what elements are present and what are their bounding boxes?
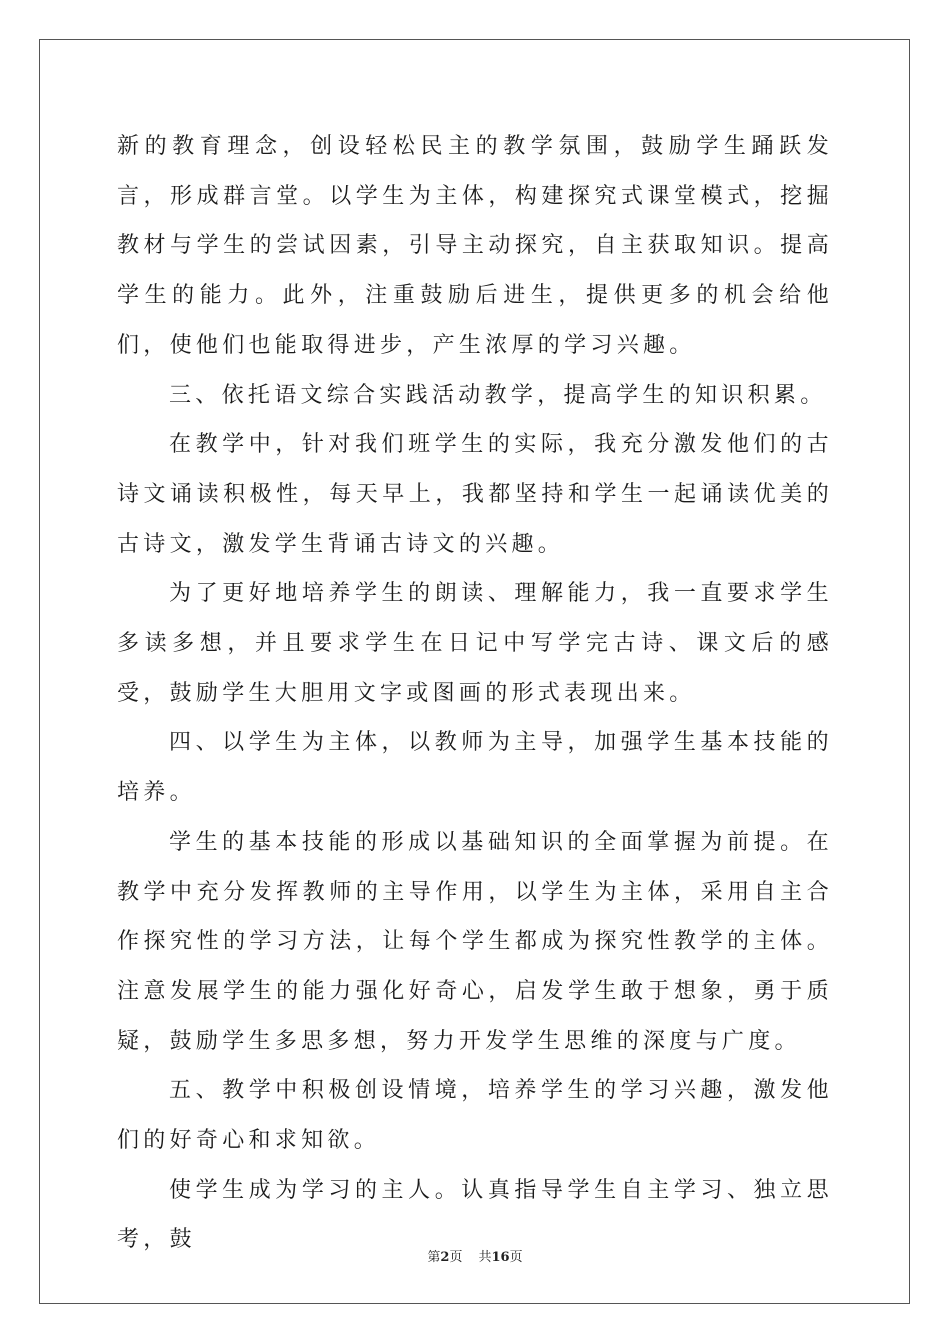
paragraph: 学生的基本技能的形成以基础知识的全面掌握为前提。在教学中充分发挥教师的主导作用，以学生为主体，采用自主合作探究性的学习方法，让每个学生都成为探究性教学的主体。注意发展学生的能力强化好奇心，启发学生敢于想象，勇于质疑，鼓励学生多思多想，努力开发学生思维的深度与广度。 — [117, 829, 833, 1054]
total-prefix: 共 — [478, 1250, 492, 1265]
page-prefix: 第 — [427, 1250, 441, 1265]
paragraph: 在教学中，针对我们班学生的实际，我充分激发他们的古诗文诵读积极性，每天早上，我都坚持和学生一起诵读优美的古诗文，激发学生背诵古诗文的兴趣。 — [117, 432, 833, 557]
paragraph-continuation: 新的教育理念，创设轻松民主的教学氛围，鼓励学生踊跃发言，形成群言堂。以学生为主体，构建探究式课堂模式，挖掘教材与学生的尝试因素，引导主动探究，自主获取知识。提高学生的能力。此外，注重鼓励后进生，提供更多的机会给他们，使他们也能取得进步，产生浓厚的学习兴趣。 — [117, 134, 833, 358]
document-body — [117, 122, 833, 1265]
section-heading-three: 三、依托语文综合实践活动教学，提高学生的知识积累。 — [169, 382, 827, 408]
section-heading-five: 五、教学中积极创设情境，培养学生的学习兴趣，激发他们的好奇心和求知欲。 — [117, 1078, 833, 1154]
paragraph: 使学生成为学习的主人。认真指导学生自主学习、独立思考，鼓 — [117, 1177, 833, 1253]
page-number: 2 — [440, 1250, 450, 1265]
paragraph: 为了更好地培养学生的朗读、理解能力，我一直要求学生多读多想，并且要求学生在日记中写学完古诗、课文后的感受，鼓励学生大胆用文字或图画的形式表现出来。 — [117, 581, 833, 706]
section-heading-four: 四、以学生为主体，以教师为主导，加强学生基本技能的培养。 — [117, 730, 833, 806]
page-footer — [0, 1246, 950, 1265]
total-suffix: 页 — [509, 1250, 523, 1265]
page-suffix: 页 — [449, 1250, 463, 1265]
total-pages: 16 — [491, 1250, 510, 1265]
